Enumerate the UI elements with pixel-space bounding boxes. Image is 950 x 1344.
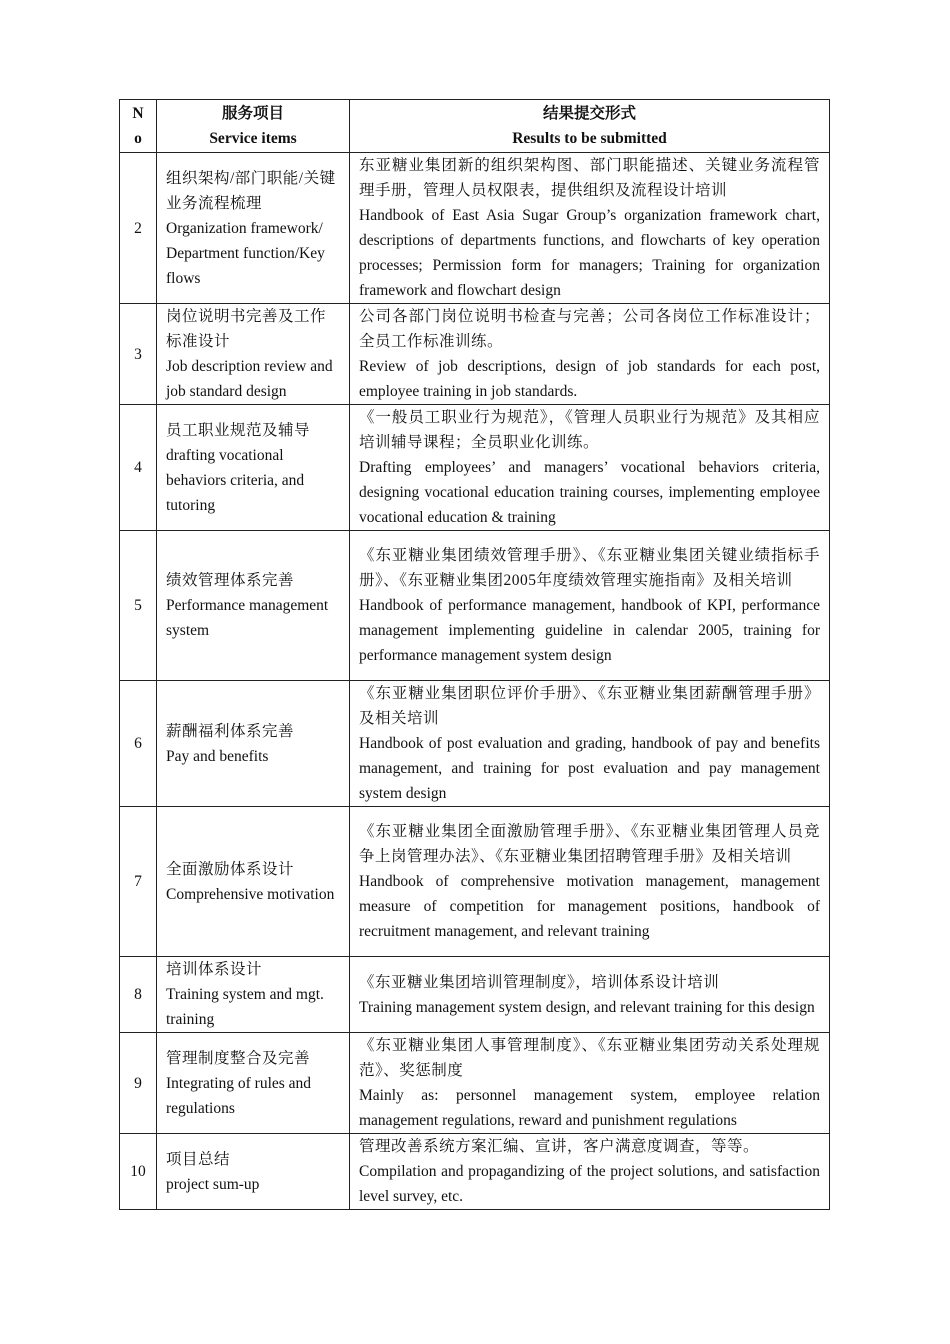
result-cell bbox=[350, 681, 830, 807]
table-header-row bbox=[120, 100, 830, 153]
result-cell bbox=[350, 153, 830, 304]
row-number: 3 bbox=[120, 304, 157, 405]
service-item-zh: 绩效管理体系完善 bbox=[166, 572, 295, 589]
header-results-en: Results to be submitted bbox=[512, 130, 667, 147]
service-item-en: Performance management system bbox=[166, 597, 329, 639]
result-cell bbox=[350, 405, 830, 531]
result-zh: 东亚糖业集团新的组织架构图、部门职能描述、关键业务流程管理手册，管理人员权限表，提供组织及流程设计培训 bbox=[359, 157, 820, 199]
header-results bbox=[350, 100, 830, 153]
result-en: Review of job descriptions, design of job standards for each post, employee training in job standards. bbox=[359, 358, 820, 400]
result-en: Handbook of comprehensive motivation management, management measure of competition for management positions, handbook of recruitment management, and relevant training bbox=[359, 873, 820, 940]
header-service-zh: 服务项目 bbox=[221, 105, 284, 122]
header-no-bottom: o bbox=[134, 130, 142, 147]
service-item-cell bbox=[157, 304, 350, 405]
service-item-cell bbox=[157, 405, 350, 531]
result-cell bbox=[350, 1134, 830, 1210]
service-item-zh: 全面激励体系设计 bbox=[166, 860, 295, 878]
header-no bbox=[120, 100, 157, 153]
table-row bbox=[120, 681, 830, 807]
row-number: 5 bbox=[120, 531, 157, 681]
table-row bbox=[120, 1134, 830, 1210]
row-number: 10 bbox=[120, 1134, 157, 1210]
service-item-cell bbox=[157, 153, 350, 304]
row-number: 7 bbox=[120, 807, 157, 957]
service-items-table bbox=[119, 99, 830, 1210]
result-cell bbox=[350, 304, 830, 405]
result-zh: 《东亚糖业集团职位评价手册》、《东亚糖业集团薪酬管理手册》及相关培训 bbox=[359, 685, 820, 727]
service-item-en: Training system and mgt. training bbox=[166, 986, 324, 1028]
service-item-en: Comprehensive motivation bbox=[166, 885, 335, 903]
table-row bbox=[120, 531, 830, 681]
service-item-zh: 组织架构/部门职能/关键业务流程梳理 bbox=[166, 169, 336, 212]
result-cell bbox=[350, 957, 830, 1033]
row-number: 4 bbox=[120, 405, 157, 531]
result-cell bbox=[350, 807, 830, 957]
service-item-cell bbox=[157, 807, 350, 957]
service-item-en: drafting vocational behaviors criteria, and tutoring bbox=[166, 446, 305, 514]
row-number: 9 bbox=[120, 1033, 157, 1134]
result-en: Mainly as: personnel management system, employee relation management regulations, reward and punishment regulations bbox=[359, 1087, 820, 1129]
table-row bbox=[120, 304, 830, 405]
row-number: 8 bbox=[120, 957, 157, 1033]
table-row bbox=[120, 807, 830, 957]
table-row bbox=[120, 405, 830, 531]
header-service-items bbox=[157, 100, 350, 153]
service-item-cell bbox=[157, 1134, 350, 1210]
service-item-cell bbox=[157, 681, 350, 807]
result-zh: 公司各部门岗位说明书检查与完善；公司各岗位工作标准设计；全员工作标准训练。 bbox=[359, 308, 820, 350]
result-zh: 《东亚糖业集团培训管理制度》，培训体系设计培训 bbox=[359, 973, 720, 991]
result-zh: 《东亚糖业集团绩效管理手册》、《东亚糖业集团关键业绩指标手册》、《东亚糖业集团2005年度绩效管理实施指南》及相关培训 bbox=[359, 547, 820, 589]
result-en: Handbook of post evaluation and grading, handbook of pay and benefits management, and training for post evaluation and pay management system design bbox=[359, 735, 820, 802]
table-row bbox=[120, 1033, 830, 1134]
service-item-en: project sum-up bbox=[166, 1175, 260, 1193]
service-item-en: Pay and benefits bbox=[166, 747, 269, 765]
service-item-zh: 员工职业规范及辅导 bbox=[166, 421, 311, 439]
header-results-zh: 结果提交形式 bbox=[542, 105, 636, 122]
service-item-zh: 培训体系设计 bbox=[166, 961, 263, 978]
result-zh: 《一般员工职业行为规范》，《管理人员职业行为规范》及其相应培训辅导课程；全员职业化训练。 bbox=[359, 409, 820, 451]
row-number: 2 bbox=[120, 153, 157, 304]
result-zh: 管理改善系统方案汇编、宣讲，客户满意度调查，等等。 bbox=[359, 1138, 760, 1155]
service-item-zh: 管理制度整合及完善 bbox=[166, 1049, 311, 1067]
service-item-en: Job description review and job standard design bbox=[166, 358, 333, 400]
service-item-cell bbox=[157, 957, 350, 1033]
result-en: Handbook of East Asia Sugar Group’s organization framework chart, descriptions of departments functions, and flowcharts of key operation processes; Permission form for managers; Training for organization framework and flowchart design bbox=[359, 207, 820, 299]
header-no-top: N bbox=[132, 105, 144, 122]
result-en: Training management system design, and relevant training for this design bbox=[359, 998, 815, 1016]
table-row bbox=[120, 957, 830, 1033]
result-en: Handbook of performance management, handbook of KPI, performance management implementing guideline in calendar 2005, training for performance management system design bbox=[359, 597, 820, 664]
header-service-en: Service items bbox=[209, 130, 297, 147]
service-item-zh: 薪酬福利体系完善 bbox=[166, 722, 295, 740]
service-item-en: Integrating of rules and regulations bbox=[166, 1074, 312, 1117]
result-cell bbox=[350, 531, 830, 681]
result-zh: 《东亚糖业集团人事管理制度》、《东亚糖业集团劳动关系处理规范》、奖惩制度 bbox=[359, 1037, 820, 1079]
result-zh: 《东亚糖业集团全面激励管理手册》、《东亚糖业集团管理人员竞争上岗管理办法》、《东亚糖业集团招聘管理手册》及相关培训 bbox=[359, 823, 820, 865]
service-item-zh: 项目总结 bbox=[166, 1150, 231, 1168]
service-item-cell bbox=[157, 1033, 350, 1134]
service-item-zh: 岗位说明书完善及工作标准设计 bbox=[166, 308, 327, 350]
table-row bbox=[120, 153, 830, 304]
result-en: Drafting employees’ and managers’ vocational behaviors criteria, designing vocational education training courses, implementing employee vocational education & training bbox=[359, 459, 820, 526]
result-en: Compilation and propagandizing of the project solutions, and satisfaction level survey, etc. bbox=[359, 1163, 820, 1205]
row-number: 6 bbox=[120, 681, 157, 807]
service-item-cell bbox=[157, 531, 350, 681]
result-cell bbox=[350, 1033, 830, 1134]
service-item-en: Organization framework/ Department function/Key flows bbox=[166, 219, 325, 287]
